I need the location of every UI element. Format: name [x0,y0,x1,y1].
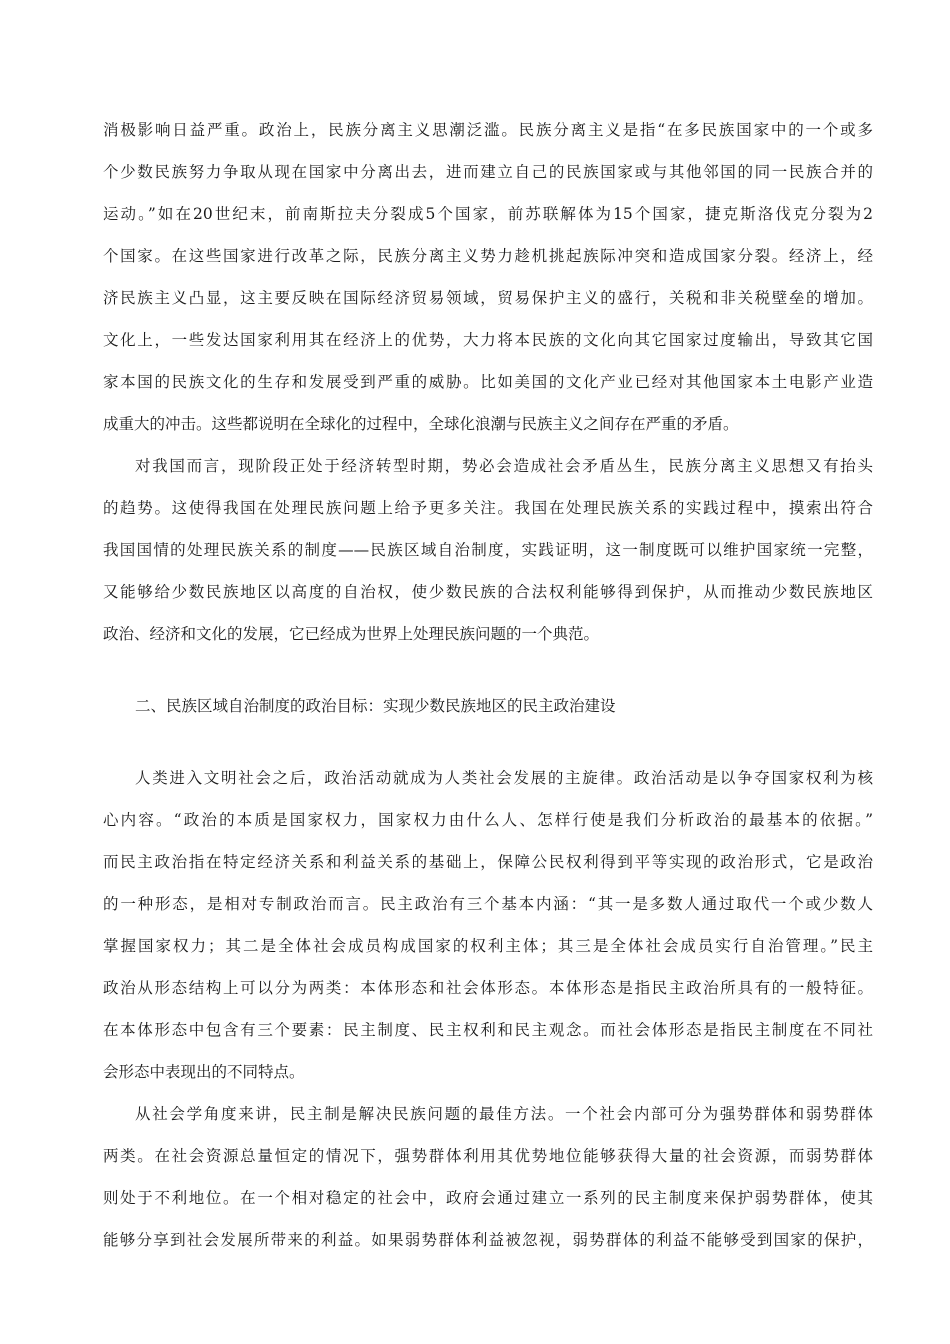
text-line: 对我国而言，现阶段正处于经济转型时期，势必会造成社会矛盾丛生，民族分离主义思想又有抬头 [135,457,873,475]
text-line: 心内容。“政治的本质是国家权力，国家权力由什么人、怎样行使是我们分析政治的最基本的依据。” [103,811,873,829]
text-line: 家本国的民族文化的生存和发展受到严重的威胁。比如美国的文化产业已经对其他国家本土电影产业造 [103,373,873,391]
text-line: 能够分享到社会发展所带来的利益。如果弱势群体利益被忽视，弱势群体的利益不能够受到国家的保护， [103,1231,873,1249]
text-line: 政治、经济和文化的发展，它已经成为世界上处理民族问题的一个典范。 [103,625,600,643]
text-line: 运动。”如在20世纪末，前南斯拉夫分裂成5个国家，前苏联解体为15个国家，捷克斯洛伐克分裂为2 [103,205,873,223]
text-line: 的趋势。这使得我国在处理民族问题上给予更多关注。我国在处理民族关系的实践过程中，摸索出符合 [103,499,873,517]
text-line: 消极影响日益严重。政治上，民族分离主义思潮泛滥。民族分离主义是指“在多民族国家中的一个或多 [103,121,873,139]
text-line: 掌握国家权力；其二是全体社会成员构成国家的权利主体；其三是全体社会成员实行自治管理。”民主 [103,937,873,955]
text-line: 个国家。在这些国家进行改革之际，民族分离主义势力趁机挑起族际冲突和造成国家分裂。经济上，经 [103,247,873,265]
text-line: 的一种形态，是相对专制政治而言。民主政治有三个基本内涵：“其一是多数人通过取代一个或少数人 [103,895,873,913]
text-line: 而民主政治指在特定经济关系和利益关系的基础上，保障公民权利得到平等实现的政治形式，它是政治 [103,853,873,871]
text-line: 则处于不利地位。在一个相对稳定的社会中，政府会通过建立一系列的民主制度来保护弱势群体，使其 [103,1189,873,1207]
text-line: 文化上，一些发达国家利用其在经济上的优势，大力将本民族的文化向其它国家过度输出，导致其它国 [103,331,873,349]
text-line: 又能够给少数民族地区以高度的自治权，使少数民族的合法权利能够得到保护，从而推动少数民族地区 [103,583,873,601]
text-line: 两类。在社会资源总量恒定的情况下，强势群体利用其优势地位能够获得大量的社会资源，而弱势群体 [103,1147,873,1165]
section-heading: 二、民族区域自治制度的政治目标：实现少数民族地区的民主政治建设 [135,697,616,715]
text-line: 在本体形态中包含有三个要素：民主制度、民主权利和民主观念。而社会体形态是指民主制度在不同社 [103,1021,873,1039]
text-line: 会形态中表现出的不同特点。 [103,1063,305,1081]
text-line: 人类进入文明社会之后，政治活动就成为人类社会发展的主旋律。政治活动是以争夺国家权利为核 [135,769,873,787]
text-line: 从社会学角度来讲，民主制是解决民族问题的最佳方法。一个社会内部可分为强势群体和弱势群体 [135,1105,873,1123]
text-line: 我国国情的处理民族关系的制度——民族区域自治制度，实践证明，这一制度既可以维护国家统一完整， [103,541,873,559]
text-line: 成重大的冲击。这些都说明在全球化的过程中，全球化浪潮与民族主义之间存在严重的矛盾。 [103,415,739,433]
text-line: 个少数民族努力争取从现在国家中分离出去，进而建立自己的民族国家或与其他邻国的同一民族合并的 [103,163,873,181]
text-line: 政治从形态结构上可以分为两类：本体形态和社会体形态。本体形态是指民主政治所具有的一般特征。 [103,979,873,997]
text-line: 济民族主义凸显，这主要反映在国际经济贸易领域，贸易保护主义的盛行，关税和非关税壁垒的增加。 [103,289,873,307]
